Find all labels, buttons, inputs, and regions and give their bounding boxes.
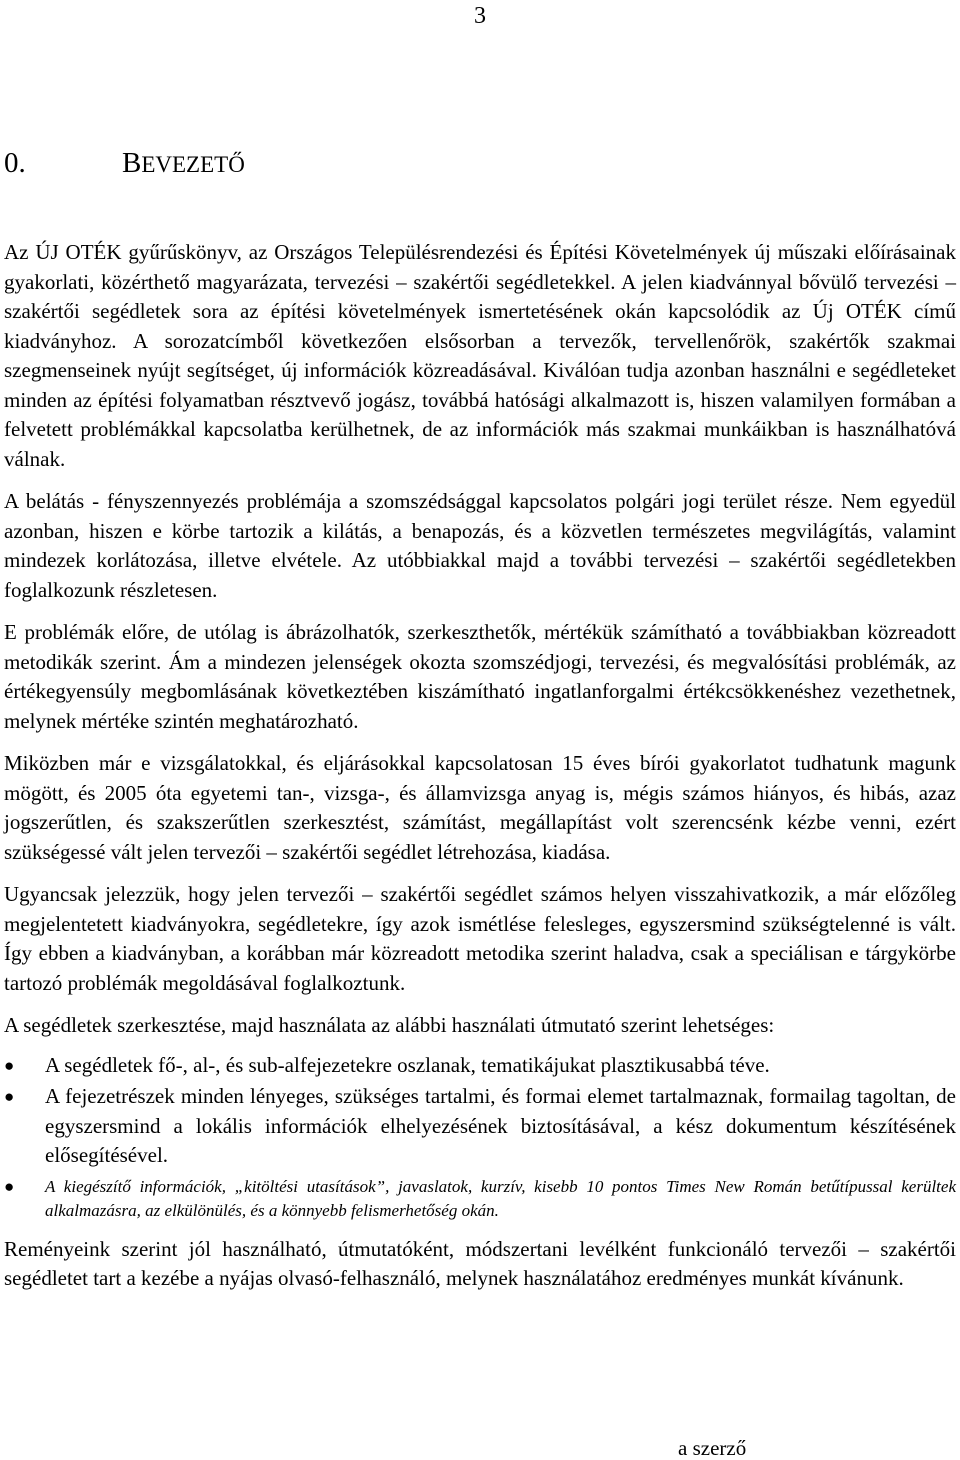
- list-item-text: A kiegészítő információk, „kitöltési utasítások”, javaslatok, kurzív, kisebb 10 pontos Times New Román betűtípussal kerültek alkalmazásra, az elkülönülés, és a könnyebb felismerhetőség okán.: [45, 1176, 956, 1220]
- page-number: 3: [474, 3, 486, 29]
- document-body: [4, 238, 956, 1307]
- list-item-text: A fejezetrészek minden lényeges, szükséges tartalmi, és formai elemet tartalmaznak, formailag tagoltan, de egyszersmind a lokális információk elhelyezésének biztosításával, a kész dokumentum készítésének elősegítésével.: [45, 1084, 956, 1167]
- chapter-title-initial: B: [122, 147, 142, 179]
- bullet-icon: ●: [4, 1176, 15, 1196]
- list-item: [4, 1051, 956, 1081]
- author-signature: a szerző: [678, 1436, 747, 1460]
- chapter-number: 0.: [4, 147, 26, 179]
- paragraph-light-pollution: A belátás - fényszennyezés problémája a szomszédsággal kapcsolatos polgári jogi terület része. Nem egyedül azonban, hiszen e körbe tartozik a kilátás, a benapozás, és a közvetlen természetes megvilágítás, valamint mindezek korlátozása, illetve elvétele. Az utóbbiakkal majd a további tervezési – szakértői segédletekben foglalkozunk részletesen.: [4, 489, 956, 602]
- paragraph-practice: Miközben már e vizsgálatokkal, és eljárásokkal kapcsolatosan 15 éves bírói gyakorlatot tudhatunk magunk mögött, és 2005 óta egyetemi tan-, vizsga-, és államvizsga anyag is, mégis számos hiányos, és hibás, azaz jogszerűtlen, és szakszerűtlen szerkesztést, számítást, megállapítást volt szerencsénk kézbe venni, ezért szükségessé vált jelen tervezői – szakértői segédlet létrehozása, kiadása.: [4, 751, 956, 864]
- paragraph-references: Ugyancsak jelezzük, hogy jelen tervezői – szakértői segédlet számos helyen visszahivatkozik, a már előzőleg megjelentetett kiadványokra, segédletekre, így azok ismétlése felesleges, egyszersmind szükségtelenné is vált. Így ebben a kiadványban, a korábban már közreadott metodika szerint haladva, csak a speciálisan e tárgykörbe tartozó problémák megoldásával foglalkoztunk.: [4, 882, 956, 995]
- paragraph-problems: E problémák előre, de utólag is ábrázolhatók, szerkeszthetők, mértékük számítható a továbbiakban közreadott metodikák szerint. Ám a mindezen jelenségek okozta szomszédjogi, tervezési, és megvalósítási problémák, az értékegyensúly megbomlásának következtében kiszámítható ingatlanforgalmi értékcsökkenéshez vezethetnek, melynek mértéke szintén meghatározható.: [4, 620, 956, 733]
- bullet-icon: ●: [4, 1087, 15, 1106]
- usage-bullet-list: [4, 1051, 956, 1223]
- paragraph-usage-guide: A segédletek szerkesztése, majd használata az alábbi használati útmutató szerint lehetséges:: [4, 1013, 775, 1037]
- paragraph-closing: Reményeink szerint jól használható, útmutatóként, módszertani levélként funkcionáló tervezői – szakértői segédletet tart a kezébe a nyájas olvasó-felhasználó, melynek használatához eredményes munkát kívánunk.: [4, 1236, 956, 1290]
- list-item: [4, 1082, 956, 1171]
- chapter-heading: [4, 145, 245, 183]
- paragraph-intro: Az ÚJ OTÉK gyűrűskönyv, az Országos Településrendezési és Építési Követelmények új műszaki előírásainak gyakorlati, közérthető magyarázata, tervezési – szakértői segédletekkel. A jelen kiadvánnyal bővülő tervezési – szakértői segédletek sora az építési követelmények ismertetésének okán kapcsolódik az Új OTÉK című kiadványhoz. A sorozatcímből következően elsősorban a tervezők, tervellenőrök, szakértők szakmai szegmenseinek nyújt segítséget, új információk közreadásával. Kiválóan tudja azonban használni e segédleteket minden az építési folyamatban résztvevő jogász, továbbá hatósági alkalmazott is, hiszen valamilyen formában a felvetett problémákkal kapcsolatba kerülhetnek, de az információk más szakmai munkáikban is használhatóvá válnak.: [4, 240, 956, 471]
- bullet-icon: ●: [4, 1055, 15, 1075]
- list-item: [4, 1175, 956, 1223]
- chapter-title-rest: EVEZETŐ: [141, 152, 245, 177]
- list-item-text: A segédletek fő-, al-, és sub-alfejezetekre oszlanak, tematikájukat plasztikusabbá téve.: [45, 1052, 770, 1077]
